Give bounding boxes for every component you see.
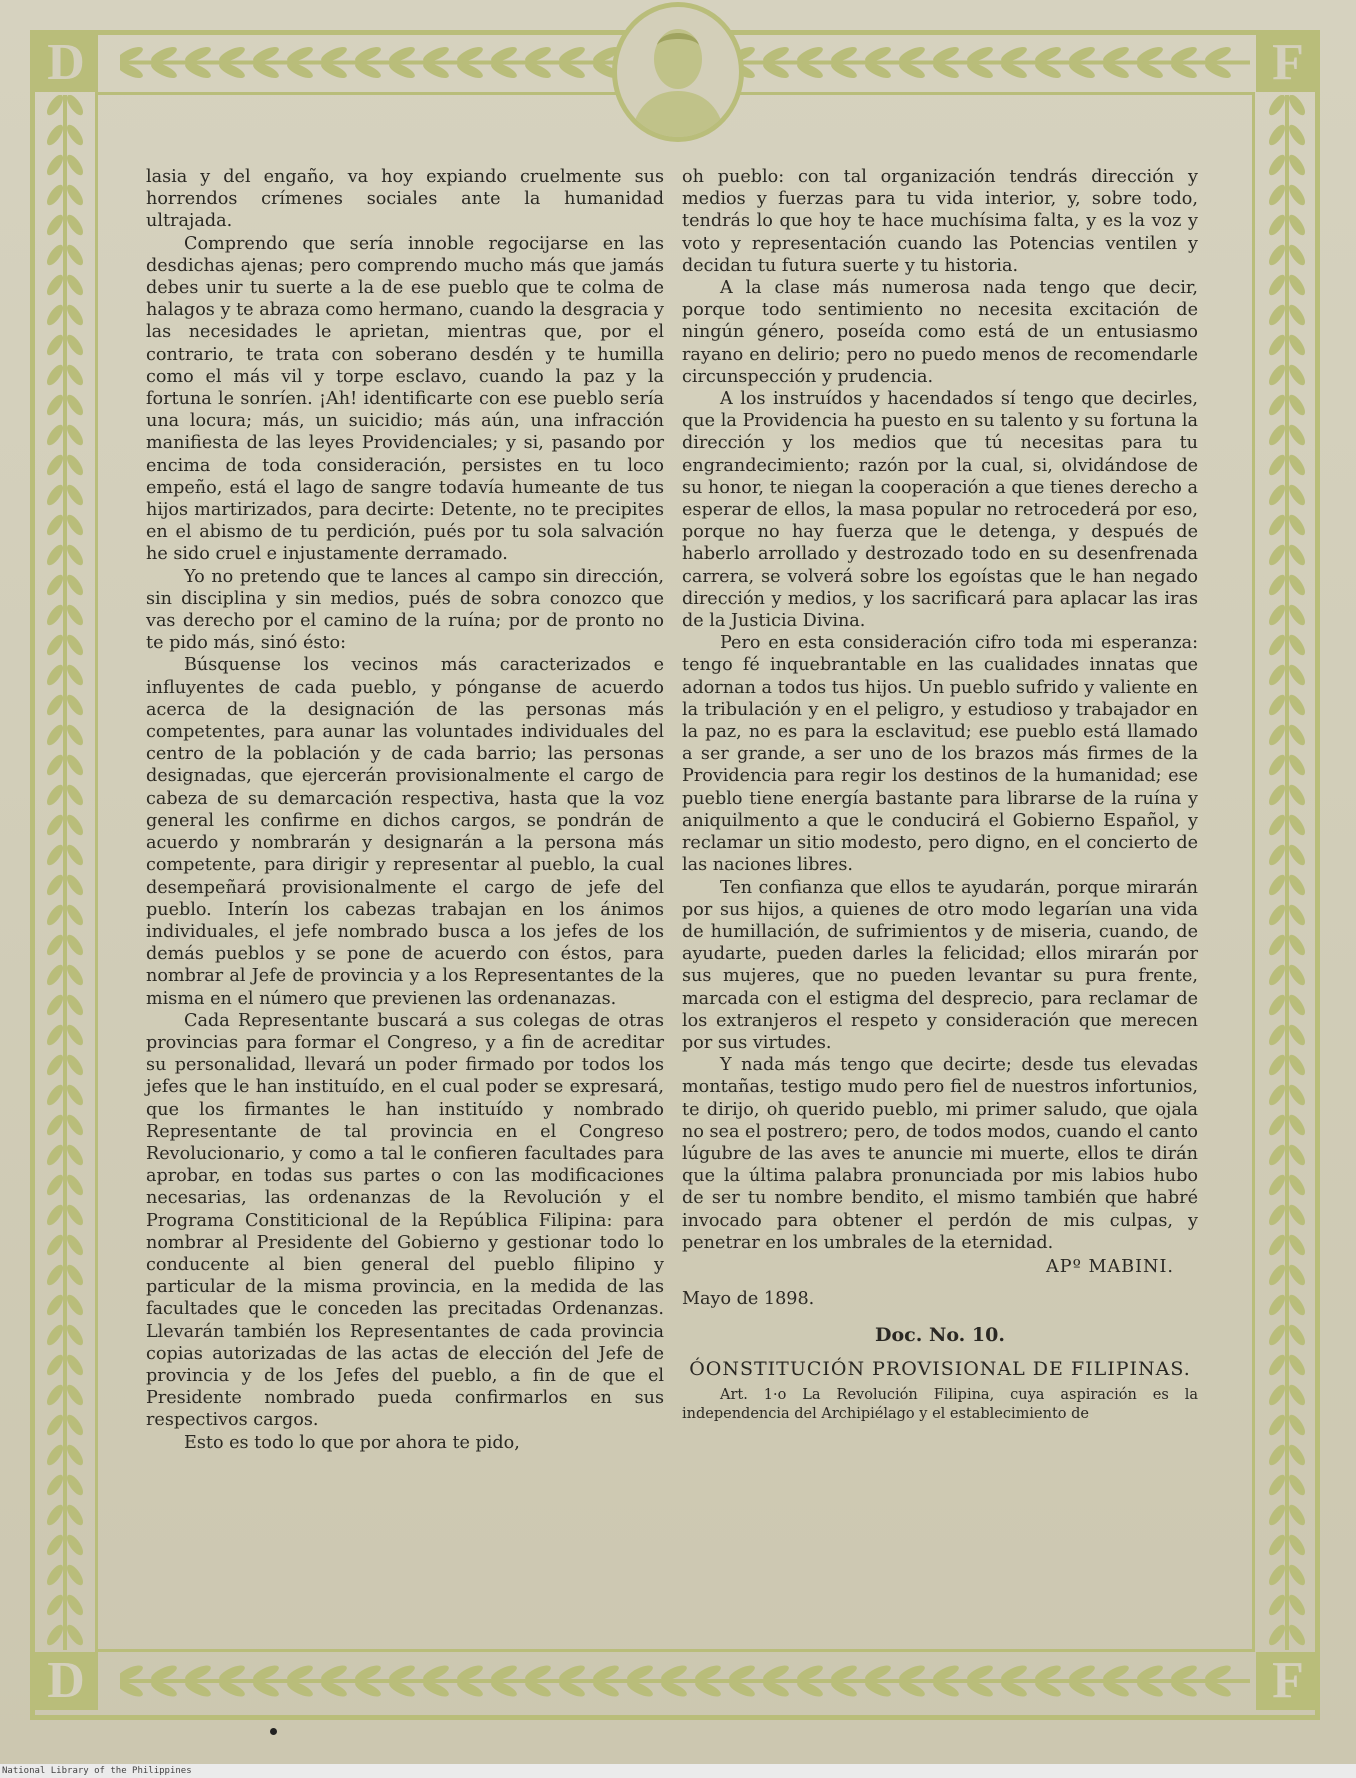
leaf-shape (1266, 422, 1288, 447)
leaf-shape (64, 872, 86, 897)
leaf-shape (44, 782, 66, 807)
leaf-shape (44, 992, 66, 1017)
leaf-shape (64, 722, 86, 747)
leaf-shape (64, 1442, 86, 1467)
leaf-shape (44, 1262, 66, 1287)
leaf-shape (64, 1382, 86, 1407)
paragraph: lasia y del engaño, va hoy expiando cruelmente sus horrendos crímenes sociales ante la humanidad ultrajada. (146, 167, 664, 232)
leaf-shape (1266, 1112, 1288, 1137)
leaf-shape (1266, 212, 1288, 237)
leaf-shape (1266, 1532, 1288, 1557)
right-text-column (682, 166, 1198, 1424)
library-watermark: National Library of the Philippines (0, 1764, 1356, 1778)
leaf-shape (64, 1562, 86, 1587)
leaf-shape (1266, 302, 1288, 327)
leaf-shape (1286, 962, 1308, 987)
leaf-shape (1286, 1622, 1308, 1647)
leaf-shape (64, 812, 86, 837)
leaf-shape (44, 302, 66, 327)
leaf-shape (1266, 692, 1288, 717)
leaf-shape (1266, 1352, 1288, 1377)
leaf-shape (44, 572, 66, 597)
leaf-shape (44, 602, 66, 627)
leaf-shape (44, 392, 66, 417)
leaf-shape (1286, 1412, 1308, 1437)
leaf-shape (44, 1052, 66, 1077)
leaf-shape (44, 182, 66, 207)
leaf-shape (64, 362, 86, 387)
leaf-shape (64, 662, 86, 687)
leaf-shape (1266, 932, 1288, 957)
leaf-shape (64, 452, 86, 477)
leaf-shape (1286, 1202, 1308, 1227)
leaf-shape (64, 902, 86, 927)
paragraph: A la clase más numerosa nada tengo que decir, porque todo sentimiento no necesita excitación de ningún género, poseída como está de un entusiasmo rayano en delirio; pero no puedo menos de recomendarle circunspección y prudencia. (682, 278, 1198, 387)
leaf-shape (1286, 902, 1308, 927)
leaf-shape (64, 1232, 86, 1257)
leaf-shape (44, 1142, 66, 1167)
leaf-shape (44, 362, 66, 387)
left-text-column (146, 166, 664, 1454)
leaf-shape (1266, 1202, 1288, 1227)
leaf-shape (1266, 1322, 1288, 1347)
leaf-shape (44, 152, 66, 177)
leaf-shape (44, 1232, 66, 1257)
leaf-shape (44, 242, 66, 267)
leaf-shape (64, 1322, 86, 1347)
leaf-shape (1266, 152, 1288, 177)
leaf-shape (1266, 752, 1288, 777)
leaf-shape (44, 752, 66, 777)
leaf-shape (64, 242, 86, 267)
leaf-shape (1266, 1172, 1288, 1197)
leaf-shape (1286, 242, 1308, 267)
leaf-shape (44, 1532, 66, 1557)
leaf-shape (1266, 662, 1288, 687)
leaf-shape (1286, 1382, 1308, 1407)
document-date: Mayo de 1898. (682, 1289, 815, 1310)
leaf-shape (1286, 422, 1308, 447)
leaf-shape (1266, 722, 1288, 747)
leaf-shape (1266, 392, 1288, 417)
leaf-shape (1286, 1232, 1308, 1257)
leaf-shape (1286, 752, 1308, 777)
leaf-shape (1286, 932, 1308, 957)
leaf-shape (1286, 662, 1308, 687)
leaf-shape (1286, 1052, 1308, 1077)
right-column-paragraphs (682, 166, 1198, 1254)
leaf-shape (44, 932, 66, 957)
corner-letter-top-right: F (1256, 34, 1320, 92)
signature: APº MABINI. (1046, 1256, 1174, 1277)
leaf-shape (1266, 482, 1288, 507)
leaf-shape (1266, 95, 1288, 118)
leaf-shape (44, 1352, 66, 1377)
leaf-shape (44, 1442, 66, 1467)
leaf-shape (44, 812, 66, 837)
leaf-shape (64, 1112, 86, 1137)
leaf-shape (1266, 1142, 1288, 1167)
leaf-shape (64, 1592, 86, 1617)
bottom-ornament-band (120, 1650, 1250, 1712)
leaf-shape (1266, 902, 1288, 927)
leaf-shape (64, 932, 86, 957)
leaf-shape (1266, 872, 1288, 897)
leaf-shape (1266, 1502, 1288, 1527)
leaf-shape (1286, 1322, 1308, 1347)
leaf-shape (1286, 812, 1308, 837)
leaf-shape (44, 662, 66, 687)
leaf-shape (64, 482, 86, 507)
leaf-shape (1266, 1472, 1288, 1497)
paragraph: Pero en esta consideración cifro toda mi esperanza: tengo fé inquebrantable en las cualidades innatas que adornan a todos tus hijos. Un pueblo sufrido y valiente en la tribulación y en el peligro, y estudioso y trabajador en la paz, no es para la esclavitud; ese pueblo está llamado a ser grande, a ser uno de los brazos más firmes de la Providencia para regir los destinos de la humanidad; ese pueblo tiene energía bastante para librarse de la ruína y aniquilmento a que le conducirá el Gobierno Español, y reclamar un sitio modesto, pero digno, en el concierto de las naciones libres. (682, 633, 1198, 876)
leaf-shape (1286, 602, 1308, 627)
leaf-shape (1266, 1022, 1288, 1047)
leaf-shape (1286, 1292, 1308, 1317)
leaf-shape (1286, 1472, 1308, 1497)
leaf-shape (64, 992, 86, 1017)
leaf-shape (1266, 362, 1288, 387)
leaf-shape (1266, 1262, 1288, 1287)
leaf-shape (1286, 152, 1308, 177)
leaf-shape (1286, 1502, 1308, 1527)
leaf-shape (1286, 362, 1308, 387)
leaf-shape (64, 842, 86, 867)
leaf-shape (1286, 212, 1308, 237)
wheat-ornament-icon (36, 95, 94, 1650)
leaf-shape (1266, 1052, 1288, 1077)
leaf-shape (64, 302, 86, 327)
paragraph: Y nada más tengo que decirte; desde tus elevadas montañas, testigo mudo pero fiel de nuestros infortunios, te dirijo, oh querido pueblo, mi primer saludo, que ojala no sea el postrero; pero, de todos modos, cuando el canto lúgubre de las aves te anuncie mi muerte, ellos te dirán que la última palabra pronunciada por mis labios hubo de ser tu nombre bendito, el mismo también que habré invocado para obtener el perdón de mis culpas, y penetrar en los umbrales de la eternidad. (682, 1055, 1199, 1253)
leaf-shape (1266, 1232, 1288, 1257)
leaf-shape (1266, 122, 1288, 147)
leaf-shape (64, 542, 86, 567)
leaf-shape (1286, 992, 1308, 1017)
leaf-shape (64, 1142, 86, 1167)
leaf-shape (1286, 692, 1308, 717)
leaf-shape (64, 1262, 86, 1287)
leaf-shape (1266, 542, 1288, 567)
leaf-shape (44, 1172, 66, 1197)
leaf-shape (64, 332, 86, 357)
portrait-medallion-icon (612, 2, 744, 142)
leaf-shape (64, 1472, 86, 1497)
leaf-shape (44, 1382, 66, 1407)
paragraph: Cada Representante buscará a sus colegas de otras provincias para formar el Congreso, y a fin de acreditar su personalidad, llevará un poder firmado por todos los jefes que le han instituído, en el cual poder se expresará, que los firmantes le han instituído y nombrado Representante de tal provincia en el Congreso Revolucionario, y como a tal le confieren facultades para aprobar, en todas sus partes o con las modificaciones necesarias, las ordenanzas de la Revolución y el Programa Constiticional de la República Filipina: para nombrar al Presidente del Gobierno y gestionar todo lo conducente al bien general del pueblo filipino y particular de la misma provincia, en la medida de las facultades que le conceden las precitadas Ordenanzas. Llevarán también los Representantes de cada provincia copias autorizadas de las actas de elección del Jefe de provincia y de los Jefes del pueblo, a fin de que el Presidente nombrado pueda confirmarlos en sus respectivos cargos. (146, 1010, 664, 1431)
leaf-shape (1286, 392, 1308, 417)
leaf-shape (1286, 1592, 1308, 1617)
leaf-shape (1286, 302, 1308, 327)
leaf-shape (1266, 332, 1288, 357)
leaf-shape (44, 1022, 66, 1047)
leaf-shape (1266, 842, 1288, 867)
leaf-shape (44, 542, 66, 567)
leaf-shape (1266, 1562, 1288, 1587)
leaf-shape (64, 1352, 86, 1377)
leaf-shape (1286, 1142, 1308, 1167)
leaf-shape (1266, 1082, 1288, 1107)
leaf-shape (1266, 992, 1288, 1017)
leaf-shape (64, 1082, 86, 1107)
leaf-shape (44, 1412, 66, 1437)
leaf-shape (1266, 1442, 1288, 1467)
article-one-text: Art. 1·o La Revolución Filipina, cuya aspiración es la independencia del Archipiélago y el establecimiento de (682, 1386, 1198, 1422)
leaf-shape (64, 272, 86, 297)
leaf-shape (64, 632, 86, 657)
leaf-shape (44, 632, 66, 657)
leaf-shape (1286, 572, 1308, 597)
paragraph: Comprendo que sería innoble regocijarse en las desdichas ajenas; pero comprendo mucho más que jamás debes unir tu suerte a la de ese pueblo que te colma de halagos y te abraza como hermano, cuando la desgracia y las necesidades le aprietan, mientras que, por el contrario, te trata con soberano desdén y te humilla como el más vil y torpe esclavo, cuando la paz y la fortuna le sonríen. ¡Ah! identificarte con ese pueblo sería una locura; más, un suicidio; más aún, una infracción manifiesta de las leyes Providenciales; y si, pasando por encima de toda consideración, persistes en tu loco empeño, está el lago de sangre todavía humeante de tus hijos martirizados, para decirte: Detente, no te precipites en el abismo de tu perdición, pués por tu sola salvación he sido cruel e injustamente derramado. (146, 233, 664, 565)
leaf-shape (44, 122, 66, 147)
paragraph: A los instruídos y hacendados sí tengo que decirles, que la Providencia ha puesto en su talento y su fortuna la dirección y los medios que tú necesitas para tu engrandecimiento; razón por la cual, si, olvidándose de su honor, te niegan la cooperación a que tienes derecho a esperar de ellos, la masa popular no retrocederá por eso, porque no hay fuerza que le detenga, y después de haberlo arrollado y destrozado todo en su desenfrenada carrera, se volverá sobre los egoístas que le han negado dirección y medios, y los sacrificará para aplacar las iras de la Justicia Divina. (682, 389, 1198, 632)
leaf-shape (1286, 332, 1308, 357)
leaf-shape (1286, 1262, 1308, 1287)
leaf-shape (1286, 122, 1308, 147)
leaf-shape (1266, 782, 1288, 807)
leaf-shape (64, 752, 86, 777)
leaf-shape (64, 1292, 86, 1317)
leaf-shape (44, 1292, 66, 1317)
leaf-shape (44, 212, 66, 237)
leaf-shape (64, 152, 86, 177)
leaf-shape (64, 95, 86, 118)
leaf-shape (44, 452, 66, 477)
leaf-shape (1286, 1022, 1308, 1047)
leaf-shape (44, 692, 66, 717)
leaf-shape (1286, 95, 1308, 118)
leaf-shape (44, 722, 66, 747)
leaf-shape (1286, 1352, 1308, 1377)
leaf-shape (1286, 872, 1308, 897)
leaf-shape (1266, 1412, 1288, 1437)
leaf-shape (44, 902, 66, 927)
leaf-shape (1286, 272, 1308, 297)
leaf-shape (64, 1052, 86, 1077)
leaf-shape (64, 182, 86, 207)
leaf-shape (44, 95, 66, 118)
ink-speck (270, 1728, 277, 1735)
leaf-shape (1286, 452, 1308, 477)
paragraph: Yo no pretendo que te lances al campo sin dirección, sin disciplina y sin medios, pués de sobra conozco que vas derecho por el camino de la ruína; por de pronto no te pido más, sinó ésto: (146, 566, 664, 654)
leaf-shape (1286, 1112, 1308, 1137)
right-ornament-band (1258, 95, 1316, 1650)
wheat-ornament-icon (1258, 95, 1316, 1650)
left-ornament-band (36, 95, 94, 1650)
leaf-shape (1266, 1592, 1288, 1617)
leaf-shape (1266, 1382, 1288, 1407)
paragraph: Esto es todo lo que por ahora te pido, (184, 1432, 520, 1453)
leaf-shape (64, 122, 86, 147)
leaf-shape (1286, 842, 1308, 867)
leaf-shape (44, 1562, 66, 1587)
leaf-shape (44, 422, 66, 447)
leaf-shape (1266, 272, 1288, 297)
leaf-shape (1286, 722, 1308, 747)
leaf-shape (64, 962, 86, 987)
leaf-shape (1286, 1172, 1308, 1197)
leaf-garland-icon (120, 1650, 1250, 1712)
leaf-shape (64, 692, 86, 717)
leaf-shape (64, 782, 86, 807)
leaf-shape (1266, 242, 1288, 267)
leaf-shape (64, 602, 86, 627)
leaf-shape (44, 1202, 66, 1227)
leaf-shape (64, 212, 86, 237)
leaf-shape (44, 842, 66, 867)
leaf-shape (1286, 542, 1308, 567)
leaf-shape (44, 482, 66, 507)
leaf-shape (1266, 572, 1288, 597)
leaf-shape (1286, 782, 1308, 807)
leaf-shape (1266, 182, 1288, 207)
leaf-shape (64, 392, 86, 417)
leaf-shape (64, 1202, 86, 1227)
paragraph: Búsquense los vecinos más caracterizados e influyentes de cada pueblo, y pónganse de acuerdo acerca de la designación de las personas más competentes, para aunar las voluntades individuales del centro de la población y de cada barrio; las personas designadas, que ejercerán provisionalmente el cargo de cabeza de su demarcación respectiva, hasta que la voz general les confirme en dichos cargos, se pondrán de acuerdo y nombrarán y designarán a la persona más competente, para dirigir y representar al pueblo, la cual desempeñará provisionalmente el cargo de jefe del pueblo. Interín los cabezas trabajan en los ánimos individuales, el jefe nombrado busca a los jefes de los demás pueblos y se pone de acuerdo con éstos, para nombrar al Jefe de provincia y a los Representantes de la misma en el número que previenen las ordenanazas. (146, 655, 664, 1009)
leaf-shape (64, 422, 86, 447)
leaf-shape (44, 872, 66, 897)
leaf-shape (64, 1172, 86, 1197)
leaf-shape (44, 962, 66, 987)
leaf-shape (1266, 512, 1288, 537)
leaf-shape (44, 1502, 66, 1527)
leaf-shape (44, 1592, 66, 1617)
document-number-heading: Doc. No. 10. (875, 1324, 1005, 1347)
paragraph: oh pueblo: con tal organización tendrás dirección y medios y fuerzas para tu vida interior, y, sobre todo, tendrás lo que hoy te hace muchísima falta, y es la voz y voto y representación cuando las Potencias ventilen y decidan tu futura suerte y tu historia. (682, 167, 1198, 276)
leaf-shape (44, 332, 66, 357)
corner-letter-top-left: D (34, 34, 98, 92)
leaf-shape (64, 1622, 86, 1647)
leaf-shape (1266, 1292, 1288, 1317)
leaf-shape (1266, 452, 1288, 477)
leaf-shape (1286, 482, 1308, 507)
leaf-shape (1286, 182, 1308, 207)
leaf-shape (1266, 1622, 1288, 1647)
leaf-shape (64, 572, 86, 597)
leaf-shape (1286, 632, 1308, 657)
leaf-shape (64, 1412, 86, 1437)
leaf-shape (1266, 812, 1288, 837)
leaf-shape (44, 1112, 66, 1137)
leaf-shape (64, 1502, 86, 1527)
leaf-shape (1266, 602, 1288, 627)
leaf-shape (1266, 962, 1288, 987)
corner-letter-bottom-left: D (34, 1652, 98, 1710)
leaf-shape (44, 1472, 66, 1497)
paragraph: Ten confianza que ellos te ayudarán, porque mirarán por sus hijos, a quienes de otro modo legarían una vida de humillación, de sufrimientos y de miseria, cuando, de ayudarte, pueden darles la felicidad; ellos mirarán por sus mujeres, que no pueden levantar su pura frente, marcada con el estigma del desprecio, para reclamar de los extranjeros el respeto y consideración que merecen por sus virtudes. (682, 877, 1198, 1053)
leaf-shape (1286, 1082, 1308, 1107)
leaf-shape (64, 1022, 86, 1047)
leaf-shape (1266, 632, 1288, 657)
leaf-shape (64, 1532, 86, 1557)
leaf-shape (44, 1082, 66, 1107)
leaf-shape (1286, 1532, 1308, 1557)
leaf-shape (44, 1322, 66, 1347)
leaf-shape (1286, 1562, 1308, 1587)
leaf-shape (64, 512, 86, 537)
leaf-shape (1286, 1442, 1308, 1467)
constitution-title: ÓONSTITUCIÓN PROVISIONAL DE FILIPINAS. (689, 1357, 1191, 1380)
leaf-shape (1286, 512, 1308, 537)
leaf-shape (44, 1622, 66, 1647)
leaf-shape (44, 512, 66, 537)
corner-letter-bottom-right: F (1256, 1652, 1320, 1710)
leaf-shape (44, 272, 66, 297)
